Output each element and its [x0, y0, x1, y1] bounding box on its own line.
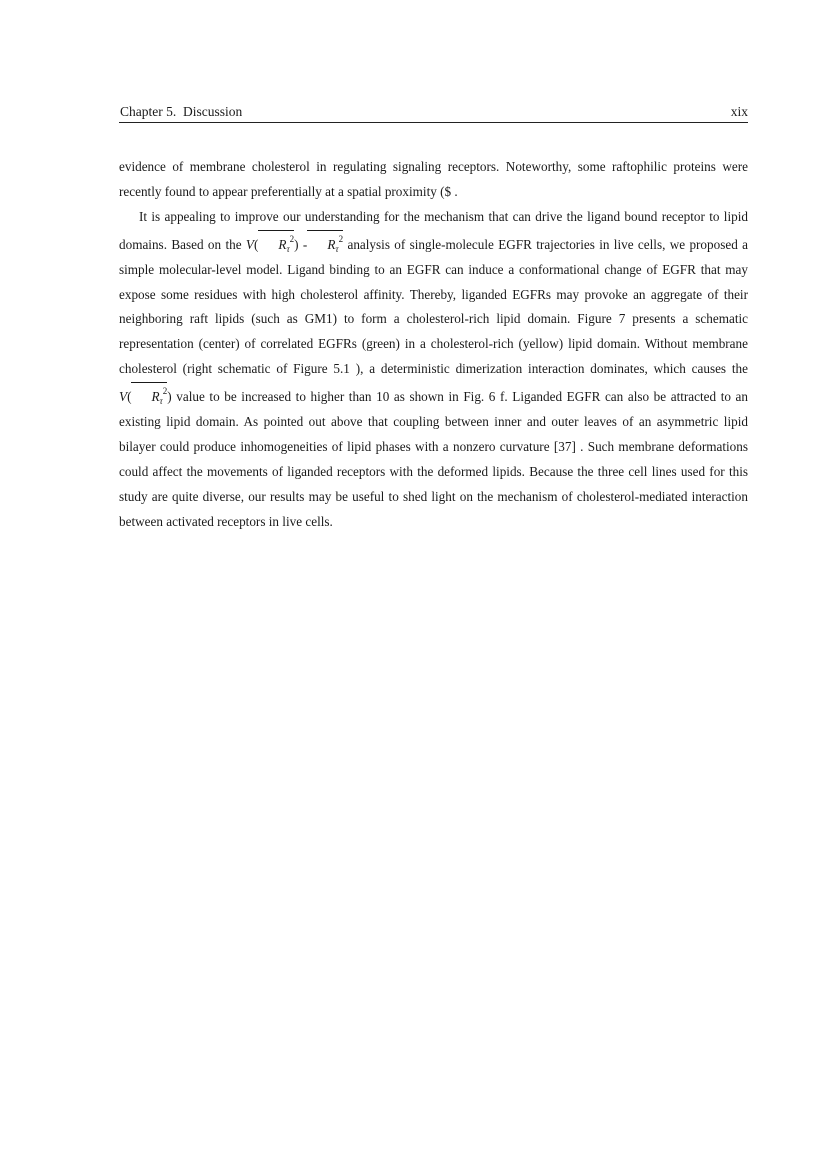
page-number: xix: [730, 104, 748, 119]
body-text: [119, 155, 748, 535]
paragraph-2-part-b: analysis of single-molecule EGFR trajectories in live cells, we proposed a simple molecular-level model. Ligand binding to an EGFR can induce a conformational change of EGFR that may expose some residues with high cholesterol affinity. Thereby, liganded EGFRs may provoke an aggregate of their neighboring raft lipids (such as GM1) to form a cholesterol-rich lipid domain. Figure 7 presents a schematic representation (center) of correlated EGFRs (green) in a cholesterol-rich (yellow) lipid domain. Without membrane cholesterol (right schematic of Figure 5.1 ), a deterministic dimerization interaction dominates, which causes the: [119, 236, 748, 377]
paragraph-2-part-a: It is appealing to improve our understanding for the mechanism that can drive the ligand bound receptor to lipid domains. Based on the: [119, 208, 748, 252]
variance-expression-2: V( $R_\tau^2$): [119, 389, 172, 404]
variance-expression-1: V( $R_\tau^2) - R_\tau^2$: [246, 237, 343, 252]
running-header: [119, 102, 748, 123]
chapter-title: Chapter 5. Discussion: [120, 104, 243, 119]
paragraph-2: [119, 205, 748, 535]
paragraph-2-part-c: value to be increased to higher than 10 as shown in Fig. 6 f. Liganded EGFR can also be attracted to an existing lipid domain. As pointed out above that coupling between inner and outer leaves of an asymmetric lipid bilayer could produce inhomogeneities of lipid phases with a nonzero curvature [37] . Such membrane deformations could affect the movements of liganded receptors with the deformed lipids. Because the three cell lines used for this study are quite diverse, our results may be useful to shed light on the mechanism of cholesterol-mediated interaction between activated receptors in live cells.: [119, 389, 748, 529]
paragraph-1: evidence of membrane cholesterol in regulating signaling receptors. Noteworthy, some raftophilic proteins were recently found to appear preferentially at a spatial proximity ($ .: [119, 159, 748, 199]
